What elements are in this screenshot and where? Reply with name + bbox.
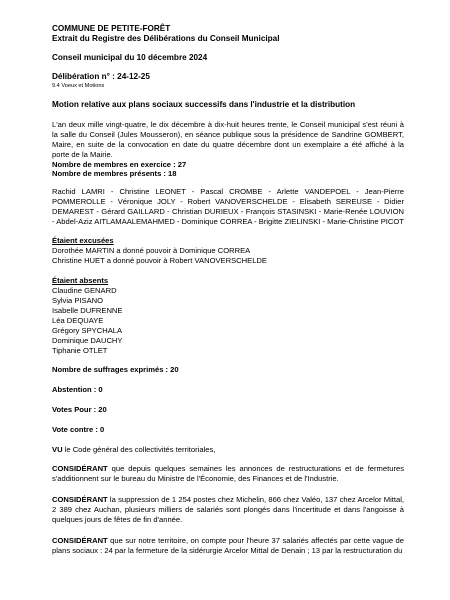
votes-for-count: Votes Pour : 20 xyxy=(52,405,107,414)
members-present: Nombre de membres présents : 18 xyxy=(52,169,177,178)
absent-heading: Étaient absents xyxy=(52,276,109,285)
absent-name: Claudine GENARD xyxy=(52,286,117,295)
vu-text: le Code général des collectivités territoriales, xyxy=(62,445,216,454)
absent-name: Isabelle DUFRENNE xyxy=(52,306,123,315)
considerant-paragraph xyxy=(52,536,404,556)
suffrages-count: Nombre de suffrages exprimés : 20 xyxy=(52,365,179,374)
absent-name: Tiphanie OTLET xyxy=(52,346,108,355)
members-in-office: Nombre de membres en exercice : 27 xyxy=(52,160,187,169)
absent-name: Sylvia PISANO xyxy=(52,296,104,305)
commune-name: COMMUNE DE PETITE-FORÊT xyxy=(52,24,171,33)
considerant-paragraph xyxy=(52,464,404,484)
vu-label: VU xyxy=(52,445,63,454)
excused-line: Christine HUET a donné pouvoir à Robert VANOVERSCHELDE xyxy=(52,256,267,265)
excused-line: Dorothée MARTIN a donné pouvoir à Dominique CORREA xyxy=(52,246,251,255)
votes-against-count: Vote contre : 0 xyxy=(52,425,105,434)
considerant-label: CONSIDÉRANT xyxy=(52,495,108,504)
considerant-paragraph xyxy=(52,495,404,525)
deliberation-number: Délibération n° : 24-12-25 xyxy=(52,72,150,81)
considerant-label: CONSIDÉRANT xyxy=(52,464,108,473)
excused-section xyxy=(52,236,404,266)
meeting-date: Conseil municipal du 10 décembre 2024 xyxy=(52,53,208,62)
deliberation-category: 9.4 Voeux et Motions xyxy=(52,83,105,89)
absent-name: Grégory SPYCHALA xyxy=(52,326,123,335)
absent-name: Léa DEQUAYE xyxy=(52,316,104,325)
excused-heading: Étaient excusées xyxy=(52,236,114,245)
considerant-text: que depuis quelques semaines les annonces de restructurations et de fermetures s'additionnent sur le bureau du Ministre de l'Économie, des Finances et de l'Industrie. xyxy=(52,464,404,483)
considerant-text: que sur notre territoire, on compte pour l'heure 37 salariés affectés par cette vague de plans sociaux : 24 par la fermeture de la sidérurgie Arcelor Mittal de Denain ; 13 par la restructuration du xyxy=(52,536,404,555)
present-members-list: Rachid LAMRI - Christine LEONET - Pascal CROMBE - Arlette VANDEPOEL - Jean-Pierre POMMEROLLE - Véronique JOLY - Robert VANOVERSCHELDE - Elisabeth SEREUSE - Didier DEMAREST - Gérard GAILLARD - Christian DURIEUX - François STASINSKI - Marie-Renée LOUVION - Abdel-Aziz AITLAMAALEMAHMED - Dominique CORREA - Brigitte ZIELINSKI - Marie-Christine PICOT xyxy=(52,187,404,226)
absent-section xyxy=(52,276,404,356)
absent-name: Dominique DAUCHY xyxy=(52,336,123,345)
vu-paragraph xyxy=(52,445,404,455)
considerant-text: la suppression de 1 254 postes chez Michelin, 866 chez Valéo, 137 chez Arcelor Mittal, 2 389 chez Auchan, plusieurs milliers de salariés sont plongés dans l'incertitude et dans l'angoisse à quelques jours de fêtes de fin d'année. xyxy=(52,495,404,524)
motion-title: Motion relative aux plans sociaux successifs dans l'industrie et la distribution xyxy=(52,100,356,109)
register-extract: Extrait du Registre des Délibérations du Conseil Municipal xyxy=(52,34,280,43)
intro-paragraph: L'an deux mille vingt-quatre, le dix décembre à dix-huit heures trente, le Conseil municipal s'est réuni à la salle du Conseil (Jules Mousseron), en séance publique sous la présidence de Sandrine GOMBERT, Maire, en suite de la convocation en date du quatre décembre dont un exemplaire a été affiché à la porte de la Mairie. xyxy=(52,120,404,159)
considerant-label: CONSIDÉRANT xyxy=(52,536,108,545)
abstention-count: Abstention : 0 xyxy=(52,385,103,394)
